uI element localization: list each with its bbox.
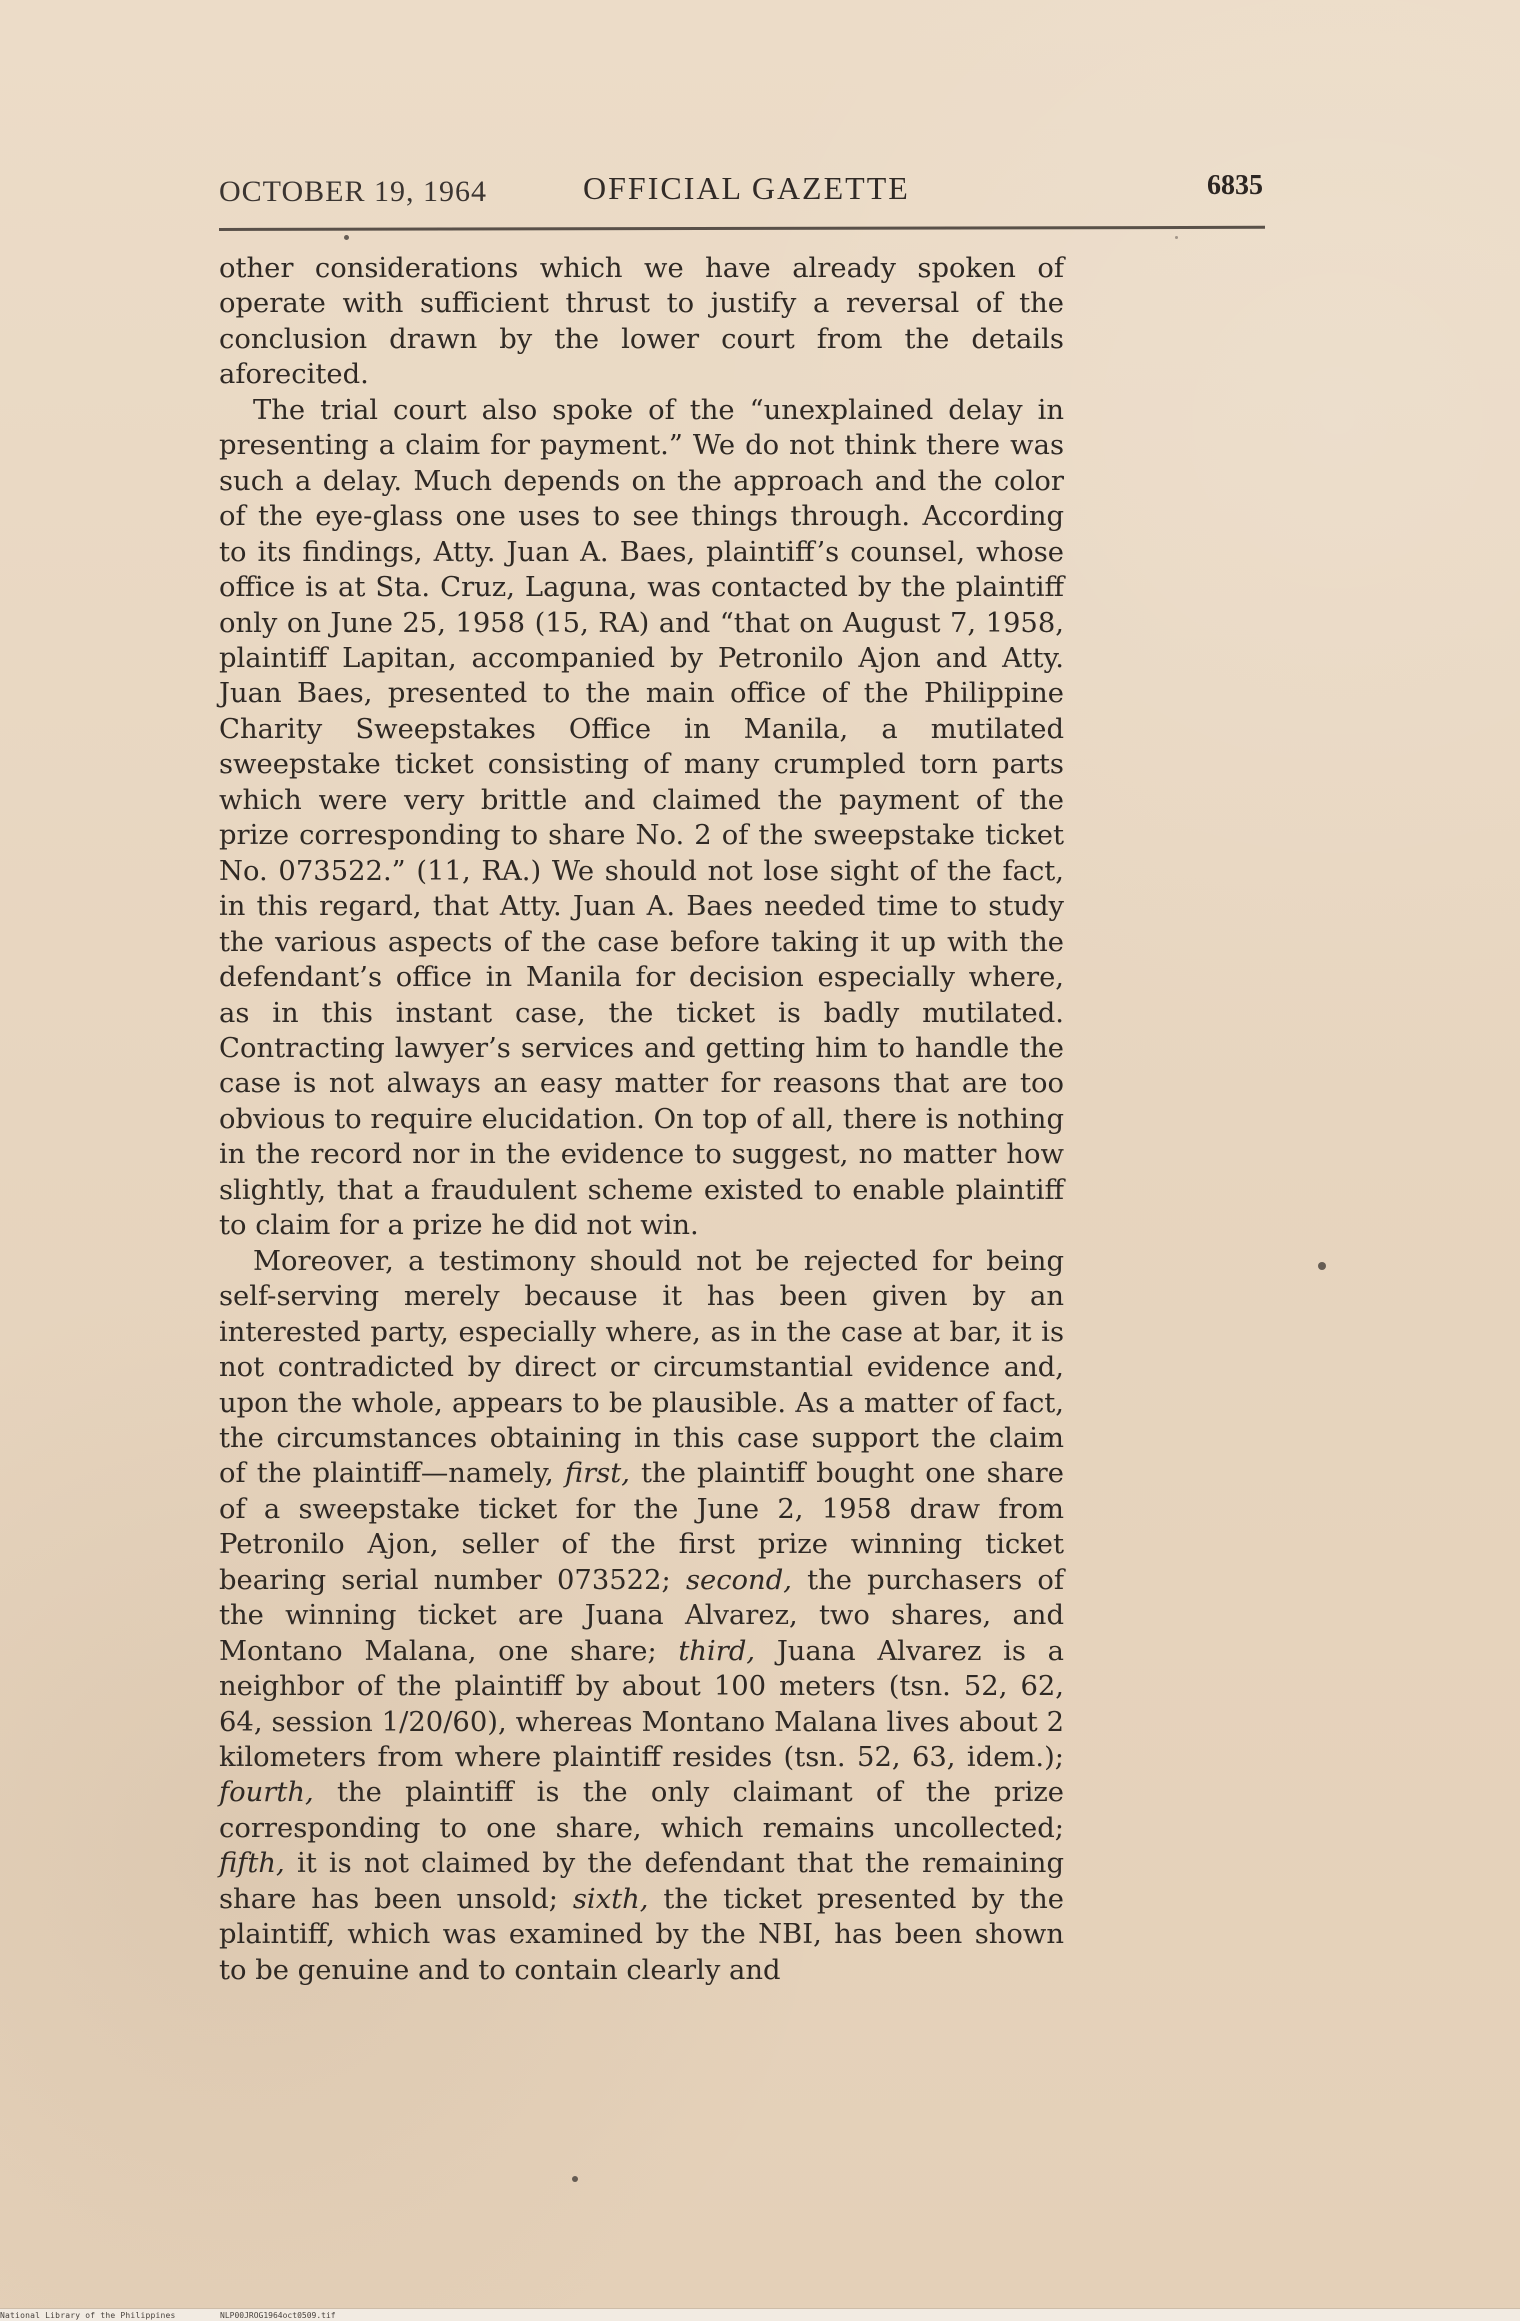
dust-mark-right: [1318, 1262, 1326, 1270]
scan-footer: [0, 2308, 1520, 2321]
paragraph-2: The trial court also spoke of the “unexplained delay in presenting a claim for payment.” We do not think there was such a delay. Much depends on the approach and the color of the eye-glass one uses to see things through. According to its findings, Atty. Juan A. Baes, plaintiff’s counsel, whose office is at Sta. Cruz, Laguna, was contacted by the plaintiff only on June 25, 1958 (15, RA) and “that on August 7, 1958, plaintiff Lapitan, accompanied by Petronilo Ajon and Atty. Juan Baes, presented to the main office of the Philippine Charity Sweepstakes Office in Manila, a mutilated sweepstake ticket consisting of many crumpled torn parts which were very brittle and claimed the payment of the prize corresponding to share No. 2 of the sweepstake ticket No. 073522.” (11, RA.) We should not lose sight of the fact, in this regard, that Atty. Juan A. Baes needed time to study the various aspects of the case before taking it up with the defendant’s office in Manila for decision especially where, as in this instant case, the ticket is badly mutilated. Contracting lawyer’s services and getting him to handle the case is not always an easy matter for reasons that are too obvious to require elucidation. On top of all, there is nothing in the record nor in the evidence to suggest, no matter how slightly, that a fraudulent scheme existed to enable plaintiff to claim for a prize he did not win.: [219, 394, 1064, 1242]
paragraph-3-part-1: Moreover, a testimony should not be rejected for being self-serving merely because it has been given by an interested party, especially where, as in the case at bar, it is not contradicted by direct or circumstantial evidence and, upon the whole, appears to be plausible. As a matter of fact, the circumstances obtaining in this case support the claim of the plaintiff—namely,: [219, 1245, 1064, 1490]
paragraph-3-part-7: the ticket presented by the plaintiff, which was examined by the NBI, has been shown to be genuine and to contain clearly and: [219, 1883, 1064, 1986]
scan-file-name: NLP00JROG1964oct0509.tif: [220, 2311, 336, 2320]
paragraph-3-part-2: the plaintiff bought one share of a sweepstake ticket for the June 2, 1958 draw from Petronilo Ajon, seller of the first prize winning ticket bearing serial number 073522;: [219, 1458, 1064, 1596]
paragraph-3-part-5: the plaintiff is the only claimant of the prize corresponding to one share, which remains uncollected;: [219, 1777, 1064, 1844]
paragraph-3-part-4: Juana Alvarez is a neighbor of the plaintiff by about 100 meters (tsn. 52, 62, 64, session 1/20/60), whereas Montano Malana lives about 2 kilometers from where plaintiff resides (tsn. 52, 63, idem.);: [219, 1635, 1064, 1774]
page-header: [219, 170, 1263, 230]
fifth-label: fifth,: [219, 1848, 285, 1880]
second-label: second,: [685, 1564, 792, 1596]
paragraph-1: other considerations which we have already spoken of operate with sufficient thrust to justify a reversal of the conclusion drawn by the lower court from the details aforecited.: [219, 253, 1064, 391]
page-number: 6835: [1207, 170, 1263, 201]
issue-date: OCTOBER 19, 1964: [219, 175, 487, 208]
paragraph-3: [219, 1244, 1064, 1989]
sixth-label: sixth,: [572, 1883, 649, 1915]
publication-title: OFFICIAL GAZETTE: [583, 170, 910, 206]
paragraph-3-part-3: the purchasers of the winning ticket are Juana Alvarez, two shares, and Montano Malana, one share;: [219, 1564, 1064, 1667]
third-label: third,: [678, 1635, 756, 1667]
paragraph-3-part-6: it is not claimed by the defendant that the remaining share has been unsold;: [219, 1848, 1064, 1915]
first-label: first,: [564, 1458, 630, 1490]
dust-mark-bottom: [572, 2176, 578, 2182]
dust-mark-right-small: [1175, 236, 1178, 239]
body-text: [219, 251, 1064, 1988]
fourth-label: fourth,: [219, 1777, 314, 1809]
dust-mark-top: [344, 235, 349, 240]
scan-credit: National Library of the Philippines: [0, 2311, 176, 2320]
